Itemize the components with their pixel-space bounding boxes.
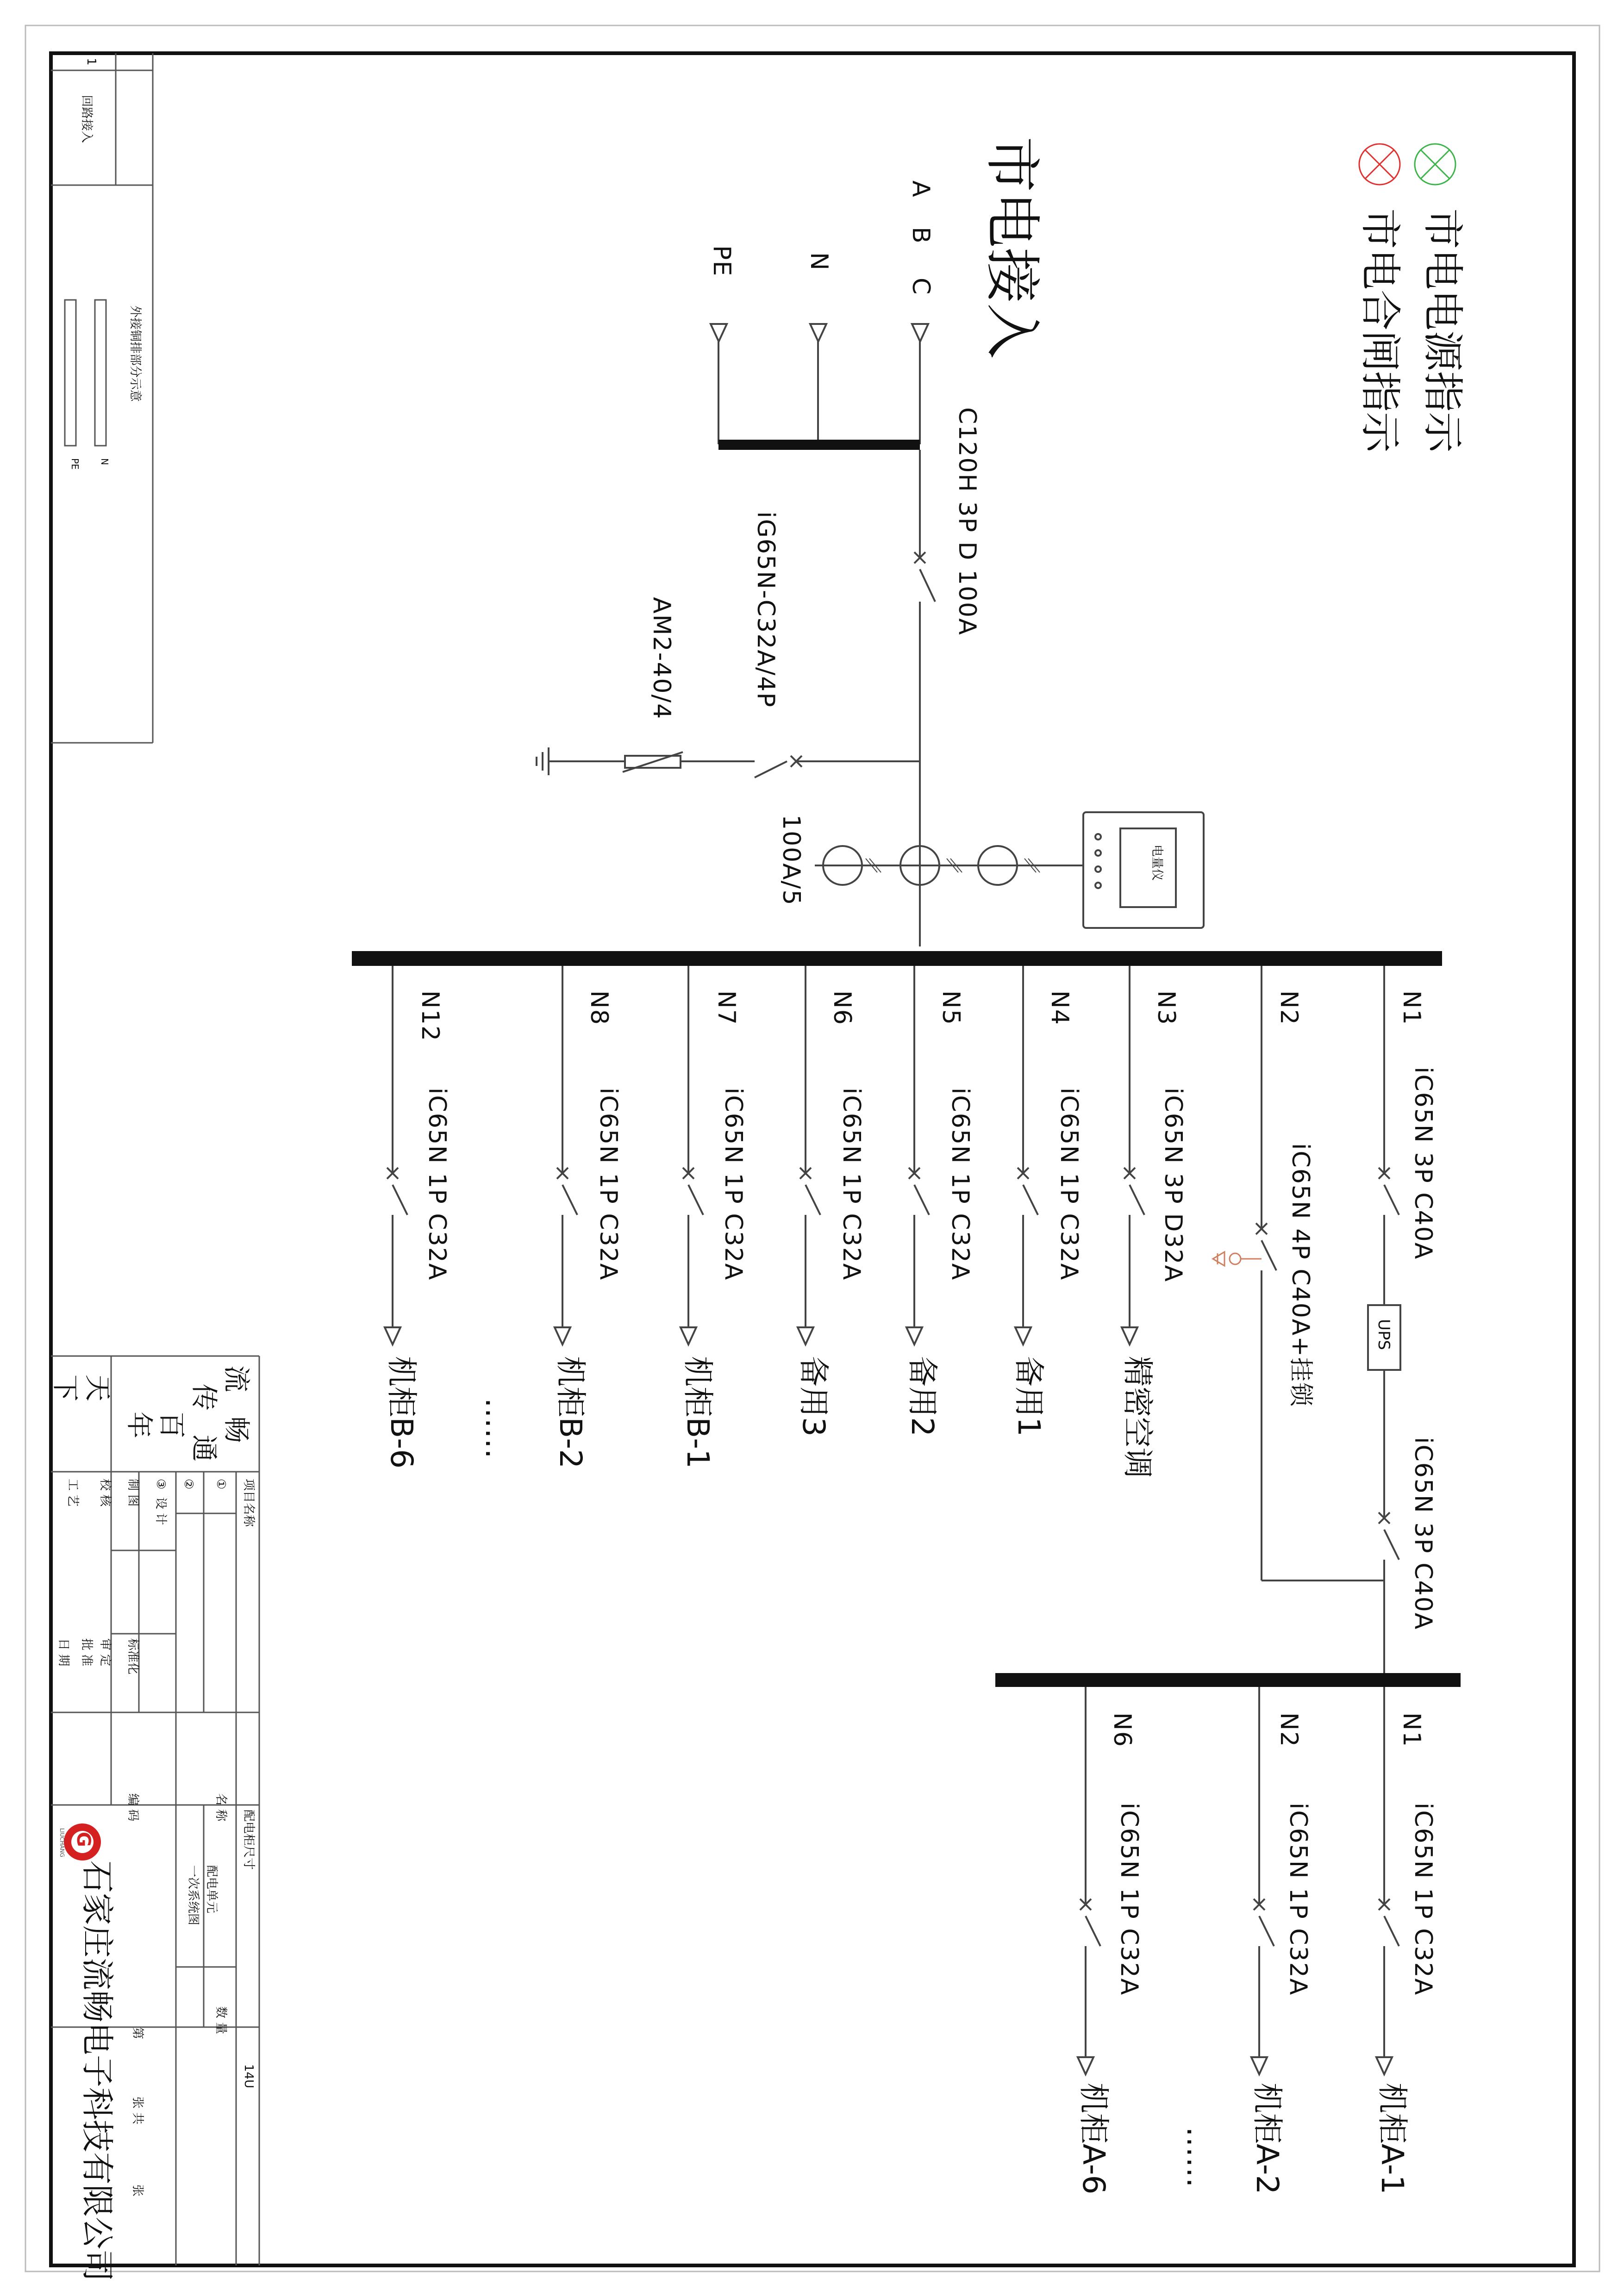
circuit-breaker-label: iC65N 1P C32A (594, 1088, 622, 1281)
circuit-load-label: 备用1 (1011, 1356, 1047, 1437)
circuit-breaker-label: iC65N 1P C32A (719, 1088, 747, 1281)
circuit-load-label: 机柜B-1 (680, 1356, 716, 1469)
design-label: 设 计 (154, 1497, 168, 1525)
check-label: 校 核 (98, 1479, 112, 1507)
logo-letter: G (73, 1832, 94, 1847)
circuit-id: N1 (1398, 990, 1425, 1026)
earth-label: PE (708, 245, 736, 277)
standard-label: 标准化 (126, 1638, 140, 1675)
slogan-3: 百 (156, 1412, 187, 1439)
ups-circuit-breaker-label: iC65N 1P C32A (1409, 1803, 1437, 1996)
busbar-n: N (99, 458, 110, 465)
circuit-id: N3 (1152, 990, 1180, 1026)
drawing-name-1: 配电单元 (205, 1865, 219, 1914)
date-label: 日 期 (56, 1638, 70, 1667)
neutral-label: N (805, 252, 833, 271)
side-table-index: 1 (84, 58, 98, 66)
circuit-id: N7 (712, 990, 740, 1026)
circle-1: ① (214, 1479, 228, 1490)
circuit-breaker-label: iC65N 3P D32A (1159, 1088, 1187, 1283)
draw-label: 制 图 (126, 1479, 140, 1507)
ups-out-breaker-label: iC65N 3P C40A (1409, 1437, 1437, 1630)
review-label: 审 定 (98, 1638, 112, 1667)
sheet-no: 第 (131, 2027, 144, 2040)
circuit-breaker-label: iC65N 3P C40A (1409, 1067, 1437, 1260)
circuit-id: N2 (1275, 990, 1303, 1026)
drawing-name-2: 一次系统图 (186, 1865, 200, 1926)
circuit-id: N6 (828, 990, 856, 1026)
close-indicator-label: 市电合闸指示 (1356, 208, 1404, 453)
ups-circuit-id: N6 (1108, 1712, 1136, 1748)
power-indicator-label: 市电电源指示 (1419, 208, 1467, 453)
circle-3: ③ (154, 1479, 168, 1490)
spd-breaker-label: iG65N-C32A/4P (752, 511, 780, 708)
approve-label: 批 准 (80, 1638, 94, 1667)
circuit-load-label: 机柜B-2 (553, 1356, 588, 1469)
ups-circuit-id: N1 (1398, 1712, 1425, 1748)
padlock-icon (1213, 1252, 1262, 1266)
ups-label: UPS (1374, 1319, 1393, 1350)
inner-frame (51, 53, 1574, 2265)
circuit-load-label: 精密空调 (1120, 1356, 1156, 1478)
quantity-label: 数 量 (214, 2006, 228, 2035)
ups-circuit-breaker-label: iC65N 1P C32A (1284, 1803, 1312, 1996)
phase-b-label: B (907, 227, 935, 244)
meter-label: 电量仪 (1150, 845, 1164, 881)
ups-busbar (995, 1673, 1461, 1687)
ups-circuit-load-label: 机柜A-1 (1374, 2083, 1410, 2195)
feeder-lines (385, 966, 1400, 1673)
circuit-id: N5 (937, 990, 965, 1026)
cabinet-size-value: 14U (242, 2064, 256, 2089)
ct-ratio-label: 100A/5 (777, 815, 805, 906)
slogan-2: 传 (188, 1384, 220, 1411)
ups-circuit-id: N2 (1275, 1712, 1303, 1748)
busbar-pe: PE (69, 458, 81, 470)
circuit-load-label: 备用3 (796, 1356, 831, 1437)
circuit-breaker-label: iC65N 1P C32A (946, 1088, 974, 1281)
slogan-5: 畅 (221, 1416, 252, 1444)
slogan-7: 天 (82, 1375, 113, 1402)
indicator-lamp-red (1359, 144, 1400, 185)
circuit-load-label: 机柜B-6 (384, 1356, 419, 1469)
circuit-breaker-label: iC65N 1P C32A (837, 1088, 865, 1281)
spd-label: AM2-40/4 (648, 597, 675, 720)
slogan-6: 通 (188, 1435, 220, 1462)
sheet-mid: 张 共 (131, 2097, 144, 2125)
code-label: 编 码 (126, 1793, 140, 1822)
ups-circuit-load-label: 机柜A-2 (1249, 2083, 1285, 2195)
sheet-end: 张 (131, 2184, 144, 2197)
circuit-load-label: 备用2 (905, 1356, 940, 1437)
main-busbar (352, 951, 1442, 966)
indicator-lamp-green (1415, 144, 1455, 185)
project-name-label: 项目名称 (242, 1479, 256, 1527)
incoming-supply (537, 324, 1204, 946)
slogan-1: 流 (221, 1365, 252, 1393)
circuit-breaker-label: iC65N 1P C32A (1055, 1088, 1083, 1281)
circuit-breaker-label: iC65N 1P C32A (423, 1088, 451, 1281)
circuit-id: N8 (585, 990, 613, 1026)
main-breaker-label: C120H 3P D 100A (953, 407, 981, 636)
process-label: 工 艺 (66, 1479, 80, 1507)
mains-title: 市电接入 (980, 137, 1044, 359)
ellipsis-b: …… (479, 1398, 514, 1459)
ups-circuit-load-label: 机柜A-6 (1076, 2083, 1112, 2195)
phase-c-label: C (907, 278, 935, 296)
phase-a-label: A (907, 180, 935, 198)
ellipsis-a: …… (1180, 2127, 1216, 2188)
ups-circuit-breaker-label: iC65N 1P C32A (1115, 1803, 1143, 1996)
company-name: 石家庄流畅电子科技有限公司 (78, 1860, 116, 2282)
circuit-id: N12 (416, 990, 444, 1042)
name-label: 名 称 (214, 1793, 228, 1822)
slogan-8: 下 (50, 1375, 81, 1402)
cabinet-size-label: 配电柜尺寸 (242, 1810, 256, 1870)
side-table-name: 回路接入 (80, 95, 94, 143)
circuit-id: N4 (1046, 990, 1074, 1026)
logo-small-text: LIUCHANG (59, 1828, 65, 1857)
busbar-title: 外接铜排部分示意 (128, 305, 142, 402)
circuit-breaker-label: iC65N 4P C40A+挂锁 (1287, 1143, 1314, 1407)
circle-2: ② (181, 1479, 195, 1490)
slogan-4: 年 (124, 1412, 155, 1439)
